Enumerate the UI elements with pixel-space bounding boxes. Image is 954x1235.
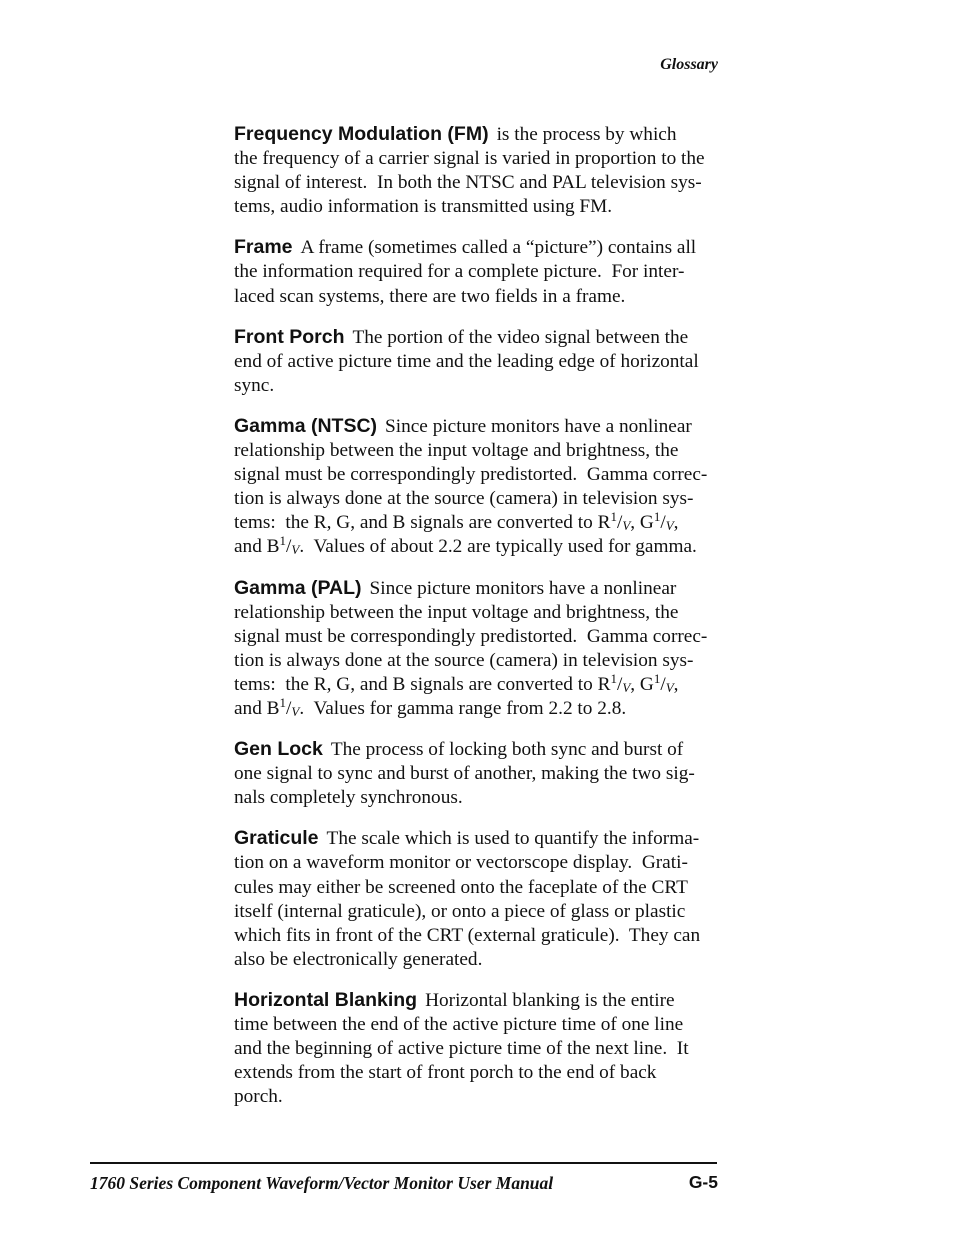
formula-text: . Values for gamma range from 2.2 to 2.8. xyxy=(299,697,627,719)
entry-first-line xyxy=(234,235,744,260)
entry-term: Gen Lock xyxy=(234,738,323,761)
formula-text: and B xyxy=(234,697,280,719)
entry-text: and the beginning of active picture time of the next line. It xyxy=(234,1038,689,1060)
entry-text: Horizontal blanking is the entire xyxy=(425,989,675,1011)
entry-text: itself (internal graticule), or onto a piece of glass or plastic xyxy=(234,900,686,922)
entry-text: signal must be correspondingly predistorted. Gamma correc- xyxy=(234,464,708,486)
entry-first-line xyxy=(234,325,744,350)
entry-text: nals completely synchronous. xyxy=(234,787,463,809)
entry-text: tion is always done at the source (camera) in television sys- xyxy=(234,649,694,671)
entry-first-line xyxy=(234,122,744,147)
entry-text: The process of locking both sync and burst of xyxy=(330,739,684,761)
entry-text: relationship between the input voltage and brightness, the xyxy=(234,440,679,462)
entry-term: Gamma (NTSC) xyxy=(234,414,378,437)
formula-subscript: V xyxy=(622,679,631,695)
formula-subscript: V xyxy=(291,703,300,719)
entry-term: Frame xyxy=(234,236,293,259)
formula-line: tems: the R, G, and B signals are converted to $R^1/V$, $G^1/V$, xyxy=(234,509,679,534)
entry-text: tems, audio information is transmitted using FM. xyxy=(234,196,613,218)
entry-term: Frequency Modulation (FM) xyxy=(234,123,489,145)
entry-text: which fits in front of the CRT (external graticule). They can xyxy=(234,924,701,946)
glossary-entry-horizontal-blanking xyxy=(234,988,744,1109)
formula-superscript: 1 xyxy=(610,509,617,525)
entry-first-line xyxy=(234,414,744,439)
entry-text: relationship between the input voltage and brightness, the xyxy=(234,601,679,623)
entry-text: sync. xyxy=(234,374,275,396)
entry-text: A frame (sometimes called a “picture”) contains all xyxy=(300,237,697,259)
entry-first-line xyxy=(234,988,744,1013)
formula-text: , xyxy=(673,512,679,534)
formula-superscript: 1 xyxy=(653,670,661,686)
formula-text: , xyxy=(673,673,679,695)
entry-first-line xyxy=(234,826,744,851)
formula-subscript: V xyxy=(665,679,674,695)
entry-first-line xyxy=(234,576,744,601)
formula-text: tems: the R, G, and B signals are converted to R xyxy=(234,673,611,695)
entry-term: Graticule xyxy=(234,827,319,850)
entry-text: signal of interest. In both the NTSC and PAL television sys- xyxy=(234,172,702,194)
entry-text: one signal to sync and burst of another, making the two sig- xyxy=(234,763,695,785)
formula-superscript: 1 xyxy=(653,509,661,525)
entry-text: end of active picture time and the leading edge of horizontal xyxy=(234,350,699,372)
running-head: Glossary xyxy=(660,56,718,73)
formula-subscript: V xyxy=(291,542,300,558)
entry-text: laced scan systems, there are two fields in a frame. xyxy=(234,285,626,307)
formula-line: and $B^1/V$. Values for gamma range from 2.2 to 2.8. xyxy=(234,694,627,719)
formula-text: tems: the R, G, and B signals are converted to R xyxy=(234,512,611,534)
page-number: G-5 xyxy=(688,1172,718,1192)
entry-text: signal must be correspondingly predistorted. Gamma correc- xyxy=(234,625,708,647)
entry-text: the frequency of a carrier signal is varied in proportion to the xyxy=(234,148,705,170)
entry-text: tion is always done at the source (camera) in television sys- xyxy=(234,488,694,510)
entry-term: Front Porch xyxy=(234,325,345,348)
formula-text: . Values of about 2.2 are typically used for gamma. xyxy=(299,536,697,558)
entry-term: Horizontal Blanking xyxy=(234,988,418,1011)
entry-text: extends from the start of front porch to the end of back xyxy=(234,1062,657,1084)
entry-text: Since picture monitors have a nonlinear xyxy=(369,577,677,599)
formula-superscript: 1 xyxy=(610,670,617,686)
formula-subscript: V xyxy=(665,518,674,534)
entry-text: Since picture monitors have a nonlinear xyxy=(385,415,692,437)
formula-superscript: 1 xyxy=(279,533,287,549)
entry-text: The scale which is used to quantify the informa- xyxy=(326,828,700,850)
entry-text: tion on a waveform monitor or vectorscope display. Grati- xyxy=(234,852,688,874)
formula-superscript: 1 xyxy=(279,694,287,710)
entry-text: time between the end of the active picture time of one line xyxy=(234,1014,684,1035)
glossary-list xyxy=(234,122,744,1125)
footer-rule xyxy=(90,1162,717,1164)
entry-text: cules may either be screened onto the faceplate of the CRT xyxy=(234,876,688,898)
entry-text: is the process by which xyxy=(496,124,677,145)
entry-first-line xyxy=(234,737,744,762)
glossary-entry-graticule xyxy=(234,826,744,972)
footer-manual-title: 1760 Series Component Waveform/Vector Monitor User Manual xyxy=(90,1173,554,1193)
entry-text: The portion of the video signal between the xyxy=(352,326,689,348)
formula-text: and B xyxy=(234,536,280,558)
formula-subscript: V xyxy=(622,518,631,534)
glossary-entry-gamma-pal xyxy=(234,576,744,722)
glossary-entry-front-porch xyxy=(234,325,744,398)
entry-term: Gamma (PAL) xyxy=(234,576,362,599)
formula-text: , G xyxy=(630,673,654,695)
formula-line: and $B^1/V$. Values of about 2.2 are typically used for gamma. xyxy=(234,533,697,558)
glossary-entry-gamma-ntsc xyxy=(234,414,744,560)
formula-line: tems: the R, G, and B signals are converted to $R^1/V$, $G^1/V$, xyxy=(234,670,679,695)
glossary-entry-frame xyxy=(234,235,744,308)
formula-text: , G xyxy=(630,512,654,534)
entry-text: also be electronically generated. xyxy=(234,948,483,970)
entry-text: porch. xyxy=(234,1086,283,1108)
glossary-entry-frequency-modulation xyxy=(234,122,744,219)
entry-text: the information required for a complete picture. For inter- xyxy=(234,261,685,283)
glossary-entry-gen-lock xyxy=(234,737,744,810)
